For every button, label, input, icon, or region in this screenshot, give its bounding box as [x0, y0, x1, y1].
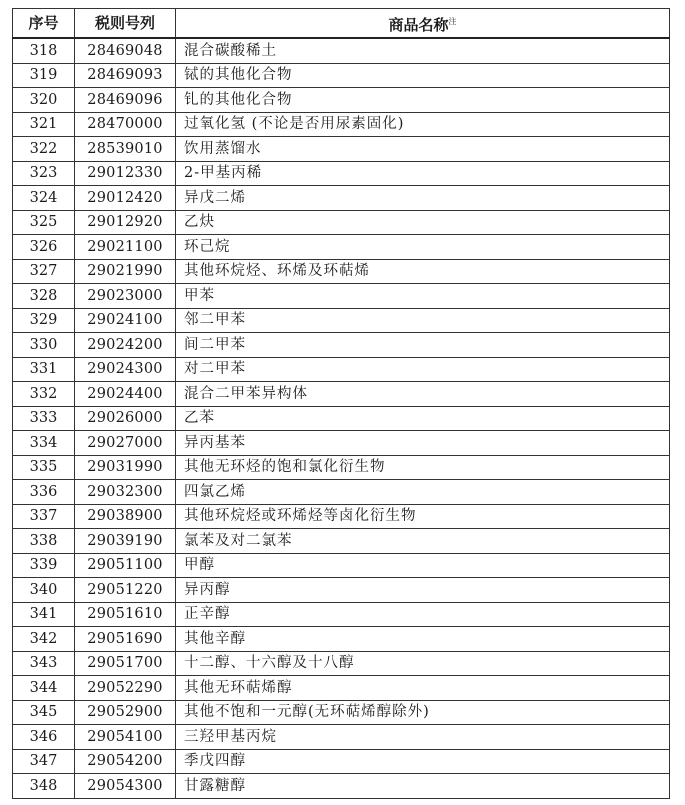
- tariff-code-cell: 28470000: [75, 112, 176, 137]
- table-row: [13, 700, 670, 725]
- serial-number-cell: 341: [13, 602, 75, 627]
- serial-number-cell: 339: [13, 553, 75, 578]
- serial-number-cell: 331: [13, 357, 75, 382]
- product-name-cell: 混合碳酸稀土: [176, 38, 670, 63]
- header-serial-number: 序号: [13, 9, 75, 39]
- tariff-code-cell: 29021990: [75, 259, 176, 284]
- serial-number-cell: 322: [13, 137, 75, 162]
- tariff-code-cell: 29052290: [75, 676, 176, 701]
- table-header: [13, 9, 670, 39]
- product-name-cell: 乙苯: [176, 406, 670, 431]
- serial-number-cell: 328: [13, 284, 75, 309]
- product-name-cell: 乙炔: [176, 210, 670, 235]
- table-row: [13, 308, 670, 333]
- serial-number-cell: 326: [13, 235, 75, 260]
- tariff-code-cell: 28469096: [75, 88, 176, 113]
- tariff-code-cell: 29024200: [75, 333, 176, 358]
- table-row: [13, 38, 670, 63]
- header-tariff-code: 税则号列: [75, 9, 176, 39]
- serial-number-cell: 318: [13, 38, 75, 63]
- table-row: [13, 578, 670, 603]
- product-name-cell: 其他环烷烃、环烯及环萜烯: [176, 259, 670, 284]
- table-row: [13, 63, 670, 88]
- product-name-cell: 环己烷: [176, 235, 670, 260]
- table-row: [13, 137, 670, 162]
- product-name-cell: 2-甲基丙稀: [176, 161, 670, 186]
- table-row: [13, 676, 670, 701]
- tariff-code-cell: 29012920: [75, 210, 176, 235]
- table-row: [13, 186, 670, 211]
- table-row: [13, 602, 670, 627]
- tariff-code-cell: 29031990: [75, 455, 176, 480]
- tariff-code-cell: 29026000: [75, 406, 176, 431]
- product-name-cell: 十二醇、十六醇及十八醇: [176, 651, 670, 676]
- tariff-table: [12, 8, 670, 799]
- serial-number-cell: 338: [13, 529, 75, 554]
- table-row: [13, 749, 670, 774]
- tariff-code-cell: 29052900: [75, 700, 176, 725]
- table-row: [13, 210, 670, 235]
- tariff-code-cell: 29027000: [75, 431, 176, 456]
- serial-number-cell: 327: [13, 259, 75, 284]
- table-row: [13, 259, 670, 284]
- product-name-cell: 三羟甲基丙烷: [176, 725, 670, 750]
- table-row: [13, 431, 670, 456]
- product-name-cell: 异丙醇: [176, 578, 670, 603]
- serial-number-cell: 324: [13, 186, 75, 211]
- serial-number-cell: 345: [13, 700, 75, 725]
- tariff-code-cell: 29032300: [75, 480, 176, 505]
- product-name-cell: 钆的其他化合物: [176, 88, 670, 113]
- serial-number-cell: 336: [13, 480, 75, 505]
- tariff-code-cell: 28539010: [75, 137, 176, 162]
- serial-number-cell: 320: [13, 88, 75, 113]
- tariff-code-cell: 29024100: [75, 308, 176, 333]
- product-name-cell: 正辛醇: [176, 602, 670, 627]
- tariff-code-cell: 29054100: [75, 725, 176, 750]
- tariff-code-cell: 29038900: [75, 504, 176, 529]
- tariff-code-cell: 29051700: [75, 651, 176, 676]
- tariff-code-cell: 28469048: [75, 38, 176, 63]
- tariff-code-cell: 29024400: [75, 382, 176, 407]
- product-name-cell: 异戊二烯: [176, 186, 670, 211]
- table-row: [13, 333, 670, 358]
- product-name-cell: 对二甲苯: [176, 357, 670, 382]
- table-row: [13, 553, 670, 578]
- table-row: [13, 480, 670, 505]
- serial-number-cell: 342: [13, 627, 75, 652]
- serial-number-cell: 335: [13, 455, 75, 480]
- tariff-code-cell: 29054200: [75, 749, 176, 774]
- serial-number-cell: 347: [13, 749, 75, 774]
- serial-number-cell: 340: [13, 578, 75, 603]
- serial-number-cell: 332: [13, 382, 75, 407]
- product-name-cell: 氯苯及对二氯苯: [176, 529, 670, 554]
- product-name-cell: 异丙基苯: [176, 431, 670, 456]
- tariff-code-cell: 29023000: [75, 284, 176, 309]
- tariff-code-cell: 29024300: [75, 357, 176, 382]
- table-row: [13, 235, 670, 260]
- table-row: [13, 161, 670, 186]
- header-product-name-label: 商品名称: [388, 15, 449, 34]
- table-row: [13, 774, 670, 799]
- tariff-code-cell: 28469093: [75, 63, 176, 88]
- table-row: [13, 284, 670, 309]
- table-row: [13, 382, 670, 407]
- product-name-cell: 其他不饱和一元醇(无环萜烯醇除外): [176, 700, 670, 725]
- product-name-cell: 混合二甲苯异构体: [176, 382, 670, 407]
- table-row: [13, 651, 670, 676]
- header-product-name: [176, 9, 670, 39]
- serial-number-cell: 334: [13, 431, 75, 456]
- header-row: [13, 9, 670, 39]
- tariff-code-cell: 29054300: [75, 774, 176, 799]
- tariff-code-cell: 29051690: [75, 627, 176, 652]
- serial-number-cell: 325: [13, 210, 75, 235]
- product-name-cell: 甲醇: [176, 553, 670, 578]
- product-name-cell: 其他环烷烃或环烯烃等卤化衍生物: [176, 504, 670, 529]
- serial-number-cell: 323: [13, 161, 75, 186]
- product-name-cell: 甘露糖醇: [176, 774, 670, 799]
- table-row: [13, 725, 670, 750]
- product-name-cell: 其他无环烃的饱和氯化衍生物: [176, 455, 670, 480]
- table-row: [13, 529, 670, 554]
- product-name-cell: 邻二甲苯: [176, 308, 670, 333]
- serial-number-cell: 344: [13, 676, 75, 701]
- tariff-code-cell: 29021100: [75, 235, 176, 260]
- table-body: [13, 38, 670, 798]
- tariff-code-cell: 29039190: [75, 529, 176, 554]
- table-row: [13, 88, 670, 113]
- table-row: [13, 112, 670, 137]
- serial-number-cell: 346: [13, 725, 75, 750]
- product-name-cell: 间二甲苯: [176, 333, 670, 358]
- serial-number-cell: 343: [13, 651, 75, 676]
- tariff-code-cell: 29051220: [75, 578, 176, 603]
- product-name-cell: 铽的其他化合物: [176, 63, 670, 88]
- table-row: [13, 357, 670, 382]
- product-name-cell: 饮用蒸馏水: [176, 137, 670, 162]
- serial-number-cell: 330: [13, 333, 75, 358]
- tariff-code-cell: 29051100: [75, 553, 176, 578]
- table-row: [13, 406, 670, 431]
- serial-number-cell: 333: [13, 406, 75, 431]
- table-row: [13, 627, 670, 652]
- table-row: [13, 455, 670, 480]
- product-name-cell: 甲苯: [176, 284, 670, 309]
- product-name-cell: 其他辛醇: [176, 627, 670, 652]
- tariff-code-cell: 29012420: [75, 186, 176, 211]
- header-note-mark: 注: [448, 16, 457, 26]
- serial-number-cell: 337: [13, 504, 75, 529]
- product-name-cell: 过氧化氢 (不论是否用尿素固化): [176, 112, 670, 137]
- tariff-code-cell: 29012330: [75, 161, 176, 186]
- product-name-cell: 其他无环萜烯醇: [176, 676, 670, 701]
- product-name-cell: 四氯乙烯: [176, 480, 670, 505]
- tariff-code-cell: 29051610: [75, 602, 176, 627]
- table-row: [13, 504, 670, 529]
- serial-number-cell: 329: [13, 308, 75, 333]
- serial-number-cell: 348: [13, 774, 75, 799]
- product-name-cell: 季戊四醇: [176, 749, 670, 774]
- serial-number-cell: 319: [13, 63, 75, 88]
- serial-number-cell: 321: [13, 112, 75, 137]
